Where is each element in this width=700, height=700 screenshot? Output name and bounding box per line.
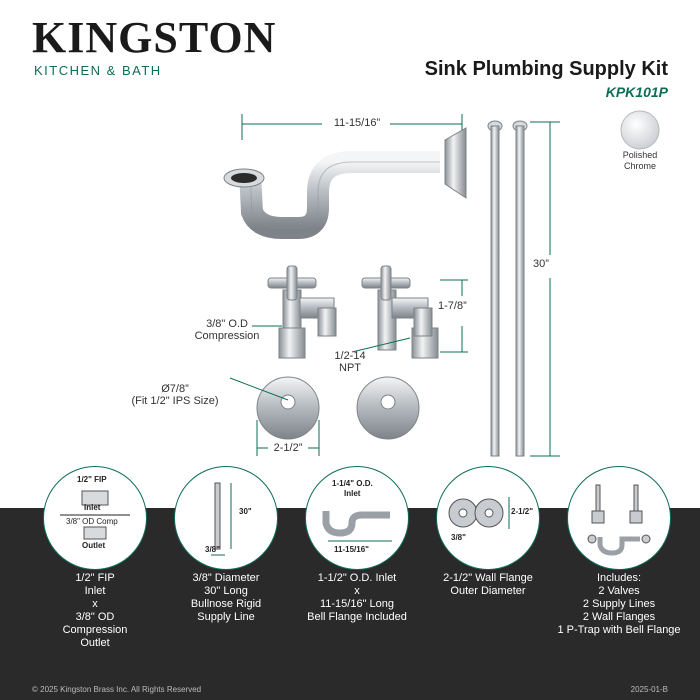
npt-size: 1/2-14 — [334, 350, 366, 362]
valve-right-graphic — [362, 266, 438, 358]
compression-label — [182, 318, 272, 342]
feature-line: Inlet — [84, 585, 106, 597]
feature-circle-kit-contents — [567, 466, 671, 570]
feature-text-valve — [30, 572, 160, 650]
brand-tagline: KITCHEN & BATH — [34, 63, 162, 78]
feature-line: Supply Line — [197, 611, 255, 623]
feature-line: Bell Flange Included — [307, 611, 407, 623]
c3-inlet-word: Inlet — [344, 489, 361, 498]
feature-line: x — [92, 598, 98, 610]
copyright-notice: © 2025 Kingston Brass Inc. All Rights Reserved — [32, 685, 202, 694]
supply-line-right-graphic — [513, 121, 527, 456]
feature-line: 2 Valves — [598, 585, 640, 597]
c3-inlet: 1-1/4" O.D. — [332, 479, 373, 488]
feature-line: 1/2" FIP — [75, 572, 115, 584]
feature-line: 3/8" Diameter — [192, 572, 260, 584]
feature-text-p-trap — [292, 572, 422, 624]
c1-outlet-word: Outlet — [82, 541, 106, 550]
product-code: KPK101P — [605, 84, 668, 100]
feature-line: 1 P-Trap with Bell Flange — [557, 624, 681, 636]
product-illustration — [0, 100, 600, 460]
finish-name-line2: Chrome — [623, 161, 656, 171]
feature-text-supply-line — [161, 572, 291, 624]
supply-line-left-graphic — [488, 121, 502, 456]
c2-length: 30" — [239, 507, 252, 516]
npt-label — [320, 350, 380, 374]
flange-left-graphic — [257, 377, 319, 439]
feature-line: Outlet — [80, 637, 110, 649]
feature-circle-p-trap — [305, 466, 409, 570]
brand-logo-text: KINGSTON — [32, 13, 277, 62]
finish-name-line1: Polished — [622, 150, 658, 160]
flange-fit: (Fit 1/2" IPS Size) — [131, 395, 219, 407]
c1-inlet-word: Inlet — [84, 503, 101, 512]
flange-diameter-label — [120, 383, 230, 407]
compression-size: 3/8" O.D — [206, 318, 248, 330]
c2-diameter: 3/8" — [205, 545, 220, 554]
feature-circle-valve — [43, 466, 147, 570]
p-trap-graphic — [224, 128, 466, 228]
feature-line: Bullnose Rigid — [190, 598, 262, 610]
feature-line: 1-1/2" O.D. Inlet — [317, 572, 397, 584]
valve-left-graphic — [268, 266, 336, 358]
feature-line: Compression — [62, 624, 128, 636]
supply-length-label: 30” — [533, 258, 549, 270]
feature-line: 3/8" OD — [75, 611, 115, 623]
compression-word: Compression — [194, 330, 260, 342]
valve-height-dimension-line — [440, 280, 468, 352]
feature-line: 30" Long — [204, 585, 248, 597]
c4-hole: 3/8" — [451, 533, 466, 542]
supply-length-dimension-line — [530, 122, 560, 456]
flange-right-graphic — [357, 377, 419, 439]
c1-inlet-size: 1/2" FIP — [77, 475, 107, 484]
feature-line: 2 Supply Lines — [582, 598, 656, 610]
feature-text-flange — [423, 572, 553, 598]
revision-code: 2025-01-B — [630, 685, 668, 694]
c4-width: 2-1/2" — [511, 507, 534, 516]
finish-label — [610, 150, 670, 172]
feature-line: x — [354, 585, 360, 597]
feature-line: Includes: — [596, 572, 642, 584]
feature-text-kit-contents — [554, 572, 684, 637]
feature-line: 11-15/16" Long — [319, 598, 395, 610]
feature-circle-supply-line — [174, 466, 278, 570]
feature-circle-flange — [436, 466, 540, 570]
flange-diameter: Ø7/8” — [161, 383, 189, 395]
c3-length: 11-15/16" — [334, 545, 369, 554]
finish-swatch — [618, 108, 662, 152]
product-title: Sink Plumbing Supply Kit — [424, 58, 668, 80]
flange-width-label: 2-1/2” — [273, 442, 303, 454]
feature-line: 2 Wall Flanges — [582, 611, 656, 623]
c1-outlet-size: 3/8" OD Comp — [66, 517, 118, 526]
feature-line: 2-1/2" Wall Flange — [443, 572, 533, 584]
feature-line: Outer Diameter — [450, 585, 526, 597]
valve-height-label: 1-7/8” — [438, 300, 467, 312]
trap-length-label: 11-15/16” — [333, 117, 381, 129]
npt-word: NPT — [339, 362, 361, 374]
